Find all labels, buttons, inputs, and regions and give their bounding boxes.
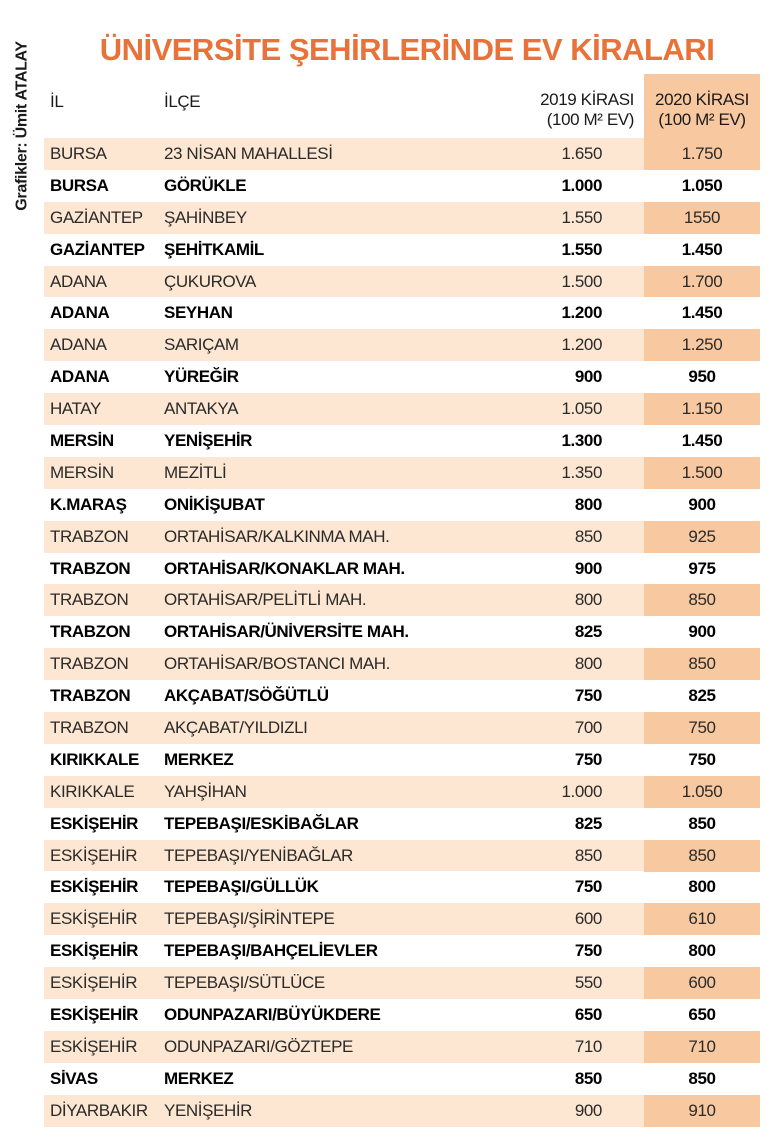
cell-il: MERSİN (50, 462, 114, 482)
cell-ilce: MERKEZ (164, 749, 234, 769)
cell-il: GAZİANTEP (50, 239, 145, 259)
cell-2020-rent: 850 (644, 584, 760, 616)
cell-2020-rent: 850 (644, 648, 760, 680)
table-row (44, 393, 760, 425)
graphics-credit (10, 10, 36, 242)
cell-ilce: AKÇABAT/SÖĞÜTLÜ (164, 686, 329, 706)
table-row (44, 553, 760, 585)
table-row (44, 457, 760, 489)
cell-il: TRABZON (50, 718, 129, 738)
cell-ilce: TEPEBAŞI/ŞİRİNTEPE (164, 909, 335, 929)
cell-2020-rent: 850 (688, 1068, 716, 1088)
cell-2020-rent: 1.050 (644, 776, 760, 808)
cell-2020-rent: 1.450 (681, 303, 723, 323)
table-row (44, 202, 760, 234)
cell-il: MERSİN (50, 431, 114, 451)
cell-2020-rent: 1.450 (681, 431, 723, 451)
cell-il: ESKİŞEHİR (50, 909, 138, 929)
cell-2019-rent: 750 (574, 941, 602, 961)
table-row (44, 808, 760, 840)
table-row (44, 1031, 760, 1063)
header-il: İL (50, 92, 64, 111)
cell-il: BURSA (50, 175, 109, 195)
cell-il: HATAY (50, 399, 101, 419)
header-2020-line1: 2020 KİRASI (655, 90, 749, 109)
cell-il: TRABZON (50, 590, 129, 610)
table-row (44, 361, 760, 393)
cell-2020-rent: 975 (688, 558, 716, 578)
cell-ilce: TEPEBAŞI/ESKİBAĞLAR (164, 813, 359, 833)
cell-2020-rent: 750 (644, 712, 760, 744)
cell-2019-rent: 800 (574, 494, 602, 514)
cell-ilce: ŞAHİNBEY (164, 207, 247, 227)
cell-il: ESKİŞEHİR (50, 973, 138, 993)
cell-2020-rent: 900 (688, 494, 716, 514)
cell-2020-rent: 1.050 (681, 175, 723, 195)
cell-2019-rent: 1.550 (561, 239, 602, 259)
table-row (44, 329, 760, 361)
cell-2019-rent: 900 (574, 558, 602, 578)
cell-ilce: ORTAHİSAR/ÜNİVERSİTE MAH. (164, 622, 409, 642)
cell-ilce: ODUNPAZARI/BÜYÜKDERE (164, 1005, 381, 1025)
cell-il: TRABZON (50, 622, 131, 642)
table-row (44, 584, 760, 616)
cell-2020-rent: 925 (644, 521, 760, 553)
cell-2019-rent: 1.350 (561, 462, 602, 482)
cell-2019-rent: 650 (574, 1005, 602, 1025)
cell-il: ESKİŞEHİR (50, 941, 139, 961)
cell-ilce: GÖRÜKLE (164, 175, 247, 195)
table-body (44, 138, 760, 1127)
cell-ilce: ONİKİŞUBAT (164, 494, 265, 514)
cell-2019-rent: 850 (574, 1068, 602, 1088)
table-row (44, 138, 760, 170)
table-row (44, 234, 760, 266)
cell-2019-rent: 700 (574, 718, 602, 738)
cell-il: GAZİANTEP (50, 207, 143, 227)
cell-il: ADANA (50, 367, 110, 387)
cell-2019-rent: 800 (574, 654, 602, 674)
credit-text: Grafikler: Ümit ATALAY (14, 41, 31, 211)
cell-ilce: TEPEBAŞI/YENİBAĞLAR (164, 845, 353, 865)
cell-il: KIRIKKALE (50, 781, 135, 801)
cell-2019-rent: 825 (574, 622, 602, 642)
cell-2019-rent: 1.650 (561, 144, 602, 163)
cell-ilce: SARIÇAM (164, 335, 239, 355)
rent-table (44, 74, 760, 1127)
cell-il: ESKİŞEHİR (50, 1036, 138, 1056)
cell-2019-rent: 825 (574, 813, 602, 833)
table-row (44, 712, 760, 744)
table-header (44, 74, 760, 138)
cell-2019-rent: 850 (574, 845, 602, 865)
cell-2019-rent: 1.200 (561, 335, 602, 355)
cell-2020-rent: 1.450 (681, 239, 723, 259)
cell-il: ESKİŞEHİR (50, 1005, 139, 1025)
cell-ilce: AKÇABAT/YILDIZLI (164, 718, 308, 738)
cell-2019-rent: 1.000 (561, 781, 602, 801)
cell-2019-rent: 1.200 (561, 303, 602, 323)
table-row (44, 297, 760, 329)
cell-ilce: YENİŞEHİR (164, 431, 253, 451)
cell-2020-rent: 900 (688, 622, 716, 642)
cell-2020-rent: 950 (688, 367, 716, 387)
cell-ilce: YÜREĞİR (164, 367, 239, 387)
cell-il: DİYARBAKIR (50, 1100, 148, 1120)
cell-il: TRABZON (50, 558, 131, 578)
cell-ilce: ŞEHİTKAMİL (164, 239, 264, 259)
cell-2020-rent: 910 (644, 1095, 760, 1127)
cell-ilce: TEPEBAŞI/SÜTLÜCE (164, 973, 325, 993)
cell-2019-rent: 900 (574, 367, 602, 387)
cell-ilce: 23 NİSAN MAHALLESİ (164, 144, 333, 163)
header-2019-line1: 2019 KİRASI (540, 90, 634, 109)
cell-il: BURSA (50, 144, 107, 163)
table-row (44, 903, 760, 935)
table-row (44, 170, 760, 202)
cell-ilce: ÇUKUROVA (164, 271, 256, 291)
cell-ilce: YAHŞİHAN (164, 781, 247, 801)
cell-2020-rent: 850 (688, 813, 716, 833)
cell-il: K.MARAŞ (50, 494, 127, 514)
cell-2019-rent: 750 (574, 686, 602, 706)
cell-ilce: YENİŞEHİR (164, 1100, 253, 1120)
cell-2020-rent: 610 (644, 903, 760, 935)
header-2019 (504, 90, 634, 130)
table-row (44, 840, 760, 872)
cell-il: ESKİŞEHİR (50, 877, 139, 897)
cell-2020-rent: 600 (644, 967, 760, 999)
cell-2020-rent: 850 (644, 840, 760, 872)
cell-ilce: TEPEBAŞI/GÜLLÜK (164, 877, 319, 897)
cell-2020-rent: 1.700 (644, 266, 760, 298)
cell-2020-rent: 1.250 (644, 329, 760, 361)
table-row (44, 935, 760, 967)
cell-ilce: MEZİTLİ (164, 462, 227, 482)
table-row (44, 266, 760, 298)
table-row (44, 744, 760, 776)
cell-2020-rent: 1.750 (644, 138, 760, 170)
cell-ilce: ODUNPAZARI/GÖZTEPE (164, 1036, 353, 1056)
cell-2019-rent: 800 (574, 590, 602, 610)
cell-2020-rent: 1.150 (644, 393, 760, 425)
cell-ilce: ORTAHİSAR/BOSTANCI MAH. (164, 654, 390, 674)
table-row (44, 1095, 760, 1127)
cell-il: ESKİŞEHİR (50, 813, 139, 833)
cell-2020-rent: 800 (688, 877, 716, 897)
table-row (44, 776, 760, 808)
cell-ilce: MERKEZ (164, 1068, 234, 1088)
cell-il: ESKİŞEHİR (50, 845, 138, 865)
table-row (44, 521, 760, 553)
cell-2019-rent: 850 (574, 526, 602, 546)
cell-ilce: SEYHAN (164, 303, 233, 323)
cell-2019-rent: 900 (574, 1100, 602, 1120)
cell-2019-rent: 750 (574, 749, 602, 769)
cell-ilce: ANTAKYA (164, 399, 239, 419)
cell-2019-rent: 1.050 (561, 399, 602, 419)
header-2020-line2: (100 M² EV) (658, 110, 746, 129)
cell-2019-rent: 710 (574, 1036, 602, 1056)
table-row (44, 999, 760, 1031)
cell-2019-rent: 1.300 (561, 431, 602, 451)
cell-il: TRABZON (50, 526, 129, 546)
cell-2019-rent: 750 (574, 877, 602, 897)
cell-ilce: ORTAHİSAR/PELİTLİ MAH. (164, 590, 367, 610)
table-row (44, 967, 760, 999)
cell-2020-rent: 750 (688, 749, 716, 769)
cell-il: ADANA (50, 335, 107, 355)
header-ilce: İLÇE (164, 92, 201, 111)
cell-2020-rent: 1.500 (644, 457, 760, 489)
header-2020 (644, 74, 760, 138)
cell-2019-rent: 600 (574, 909, 602, 929)
cell-il: ADANA (50, 303, 110, 323)
cell-il: SİVAS (50, 1068, 98, 1088)
cell-ilce: ORTAHİSAR/KALKINMA MAH. (164, 526, 390, 546)
cell-2020-rent: 825 (688, 686, 716, 706)
cell-2019-rent: 1.500 (561, 271, 602, 291)
cell-2019-rent: 1.550 (561, 207, 602, 227)
cell-2020-rent: 800 (688, 941, 716, 961)
cell-il: TRABZON (50, 654, 129, 674)
table-row (44, 616, 760, 648)
cell-2020-rent: 1550 (644, 202, 760, 234)
cell-2019-rent: 1.000 (561, 175, 602, 195)
page-title: ÜNİVERSİTE ŞEHİRLERİNDE EV KİRALARI (99, 32, 715, 67)
cell-il: TRABZON (50, 686, 131, 706)
cell-ilce: TEPEBAŞI/BAHÇELİEVLER (164, 941, 378, 961)
table-row (44, 648, 760, 680)
cell-2020-rent: 710 (644, 1031, 760, 1063)
table-row (44, 1063, 760, 1095)
table-row (44, 425, 760, 457)
table-row (44, 680, 760, 712)
cell-ilce: ORTAHİSAR/KONAKLAR MAH. (164, 558, 405, 578)
header-2019-line2: (100 M² EV) (546, 110, 634, 129)
cell-2019-rent: 550 (574, 973, 602, 993)
cell-il: KIRIKKALE (50, 749, 139, 769)
cell-2020-rent: 650 (688, 1005, 716, 1025)
table-row (44, 871, 760, 903)
table-row (44, 489, 760, 521)
cell-il: ADANA (50, 271, 107, 291)
